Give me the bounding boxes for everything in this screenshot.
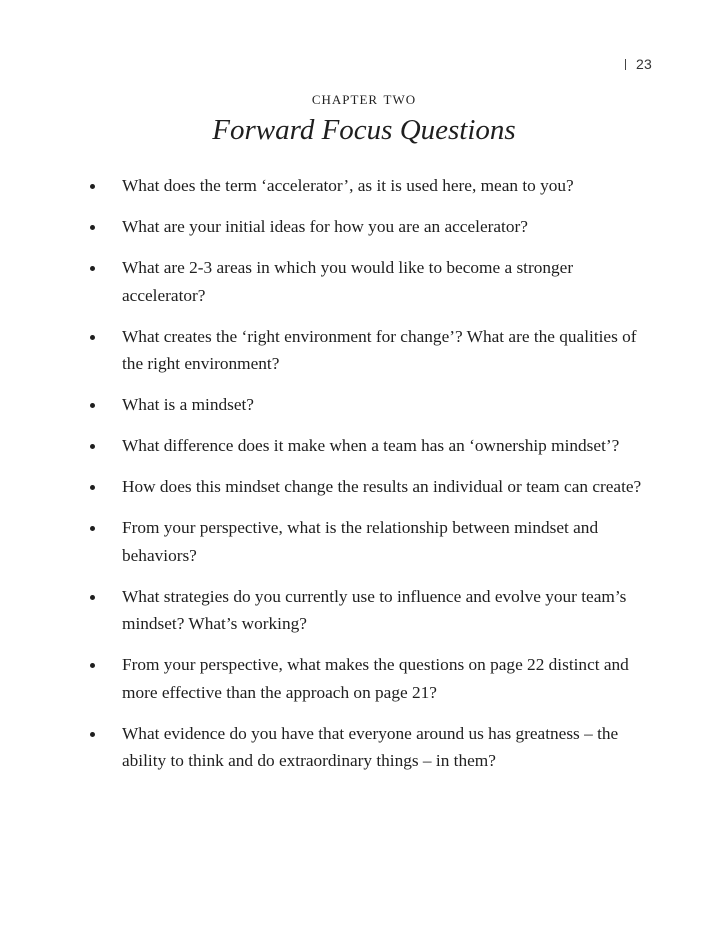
bullet-icon: [90, 335, 95, 340]
chapter-label: chapter two: [311, 88, 417, 108]
question-item: [90, 172, 650, 200]
question-item: [90, 583, 650, 638]
bullet-icon: [90, 184, 95, 189]
question-item: [90, 323, 650, 378]
question-item: [90, 720, 650, 775]
question-text: What does the term ‘accelerator’, as it is used here, mean to you?: [122, 176, 574, 195]
question-text: How does this mindset change the results an individual or team can create?: [122, 477, 642, 496]
page-header: [625, 56, 652, 72]
question-text: What is a mindset?: [122, 395, 254, 414]
bullet-icon: [90, 663, 95, 668]
question-item: [90, 432, 650, 460]
question-item: [90, 651, 650, 706]
bullet-icon: [90, 444, 95, 449]
question-text: What creates the ‘right environment for change’? What are the qualities of the right environment?: [122, 326, 637, 373]
question-text: From your perspective, what is the relationship between mindset and behaviors?: [122, 518, 599, 565]
question-text: What evidence do you have that everyone around us has greatness – the ability to think and do extraordinary things – in them?: [122, 723, 619, 770]
bullet-icon: [90, 266, 95, 271]
question-text: What difference does it make when a team has an ‘ownership mindset’?: [122, 436, 620, 455]
chapter-title: Forward Focus Questions: [212, 114, 516, 146]
question-item: [90, 473, 650, 501]
question-text: What strategies do you currently use to influence and evolve your team’s mindset? What’s working?: [122, 586, 627, 633]
question-list: [90, 172, 650, 788]
question-item: [90, 391, 650, 419]
question-text: From your perspective, what makes the questions on page 22 distinct and more effective than the approach on page 21?: [122, 655, 629, 702]
bullet-icon: [90, 225, 95, 230]
bullet-icon: [90, 403, 95, 408]
bullet-icon: [90, 526, 95, 531]
page-number-divider: [625, 59, 626, 70]
bullet-icon: [90, 595, 95, 600]
question-item: [90, 254, 650, 309]
question-text: What are 2-3 areas in which you would like to become a stronger accelerator?: [122, 258, 574, 305]
bullet-icon: [90, 732, 95, 737]
question-item: [90, 514, 650, 569]
question-text: What are your initial ideas for how you are an accelerator?: [122, 217, 528, 236]
bullet-icon: [90, 485, 95, 490]
page-number: 23: [636, 56, 652, 72]
question-item: [90, 213, 650, 241]
